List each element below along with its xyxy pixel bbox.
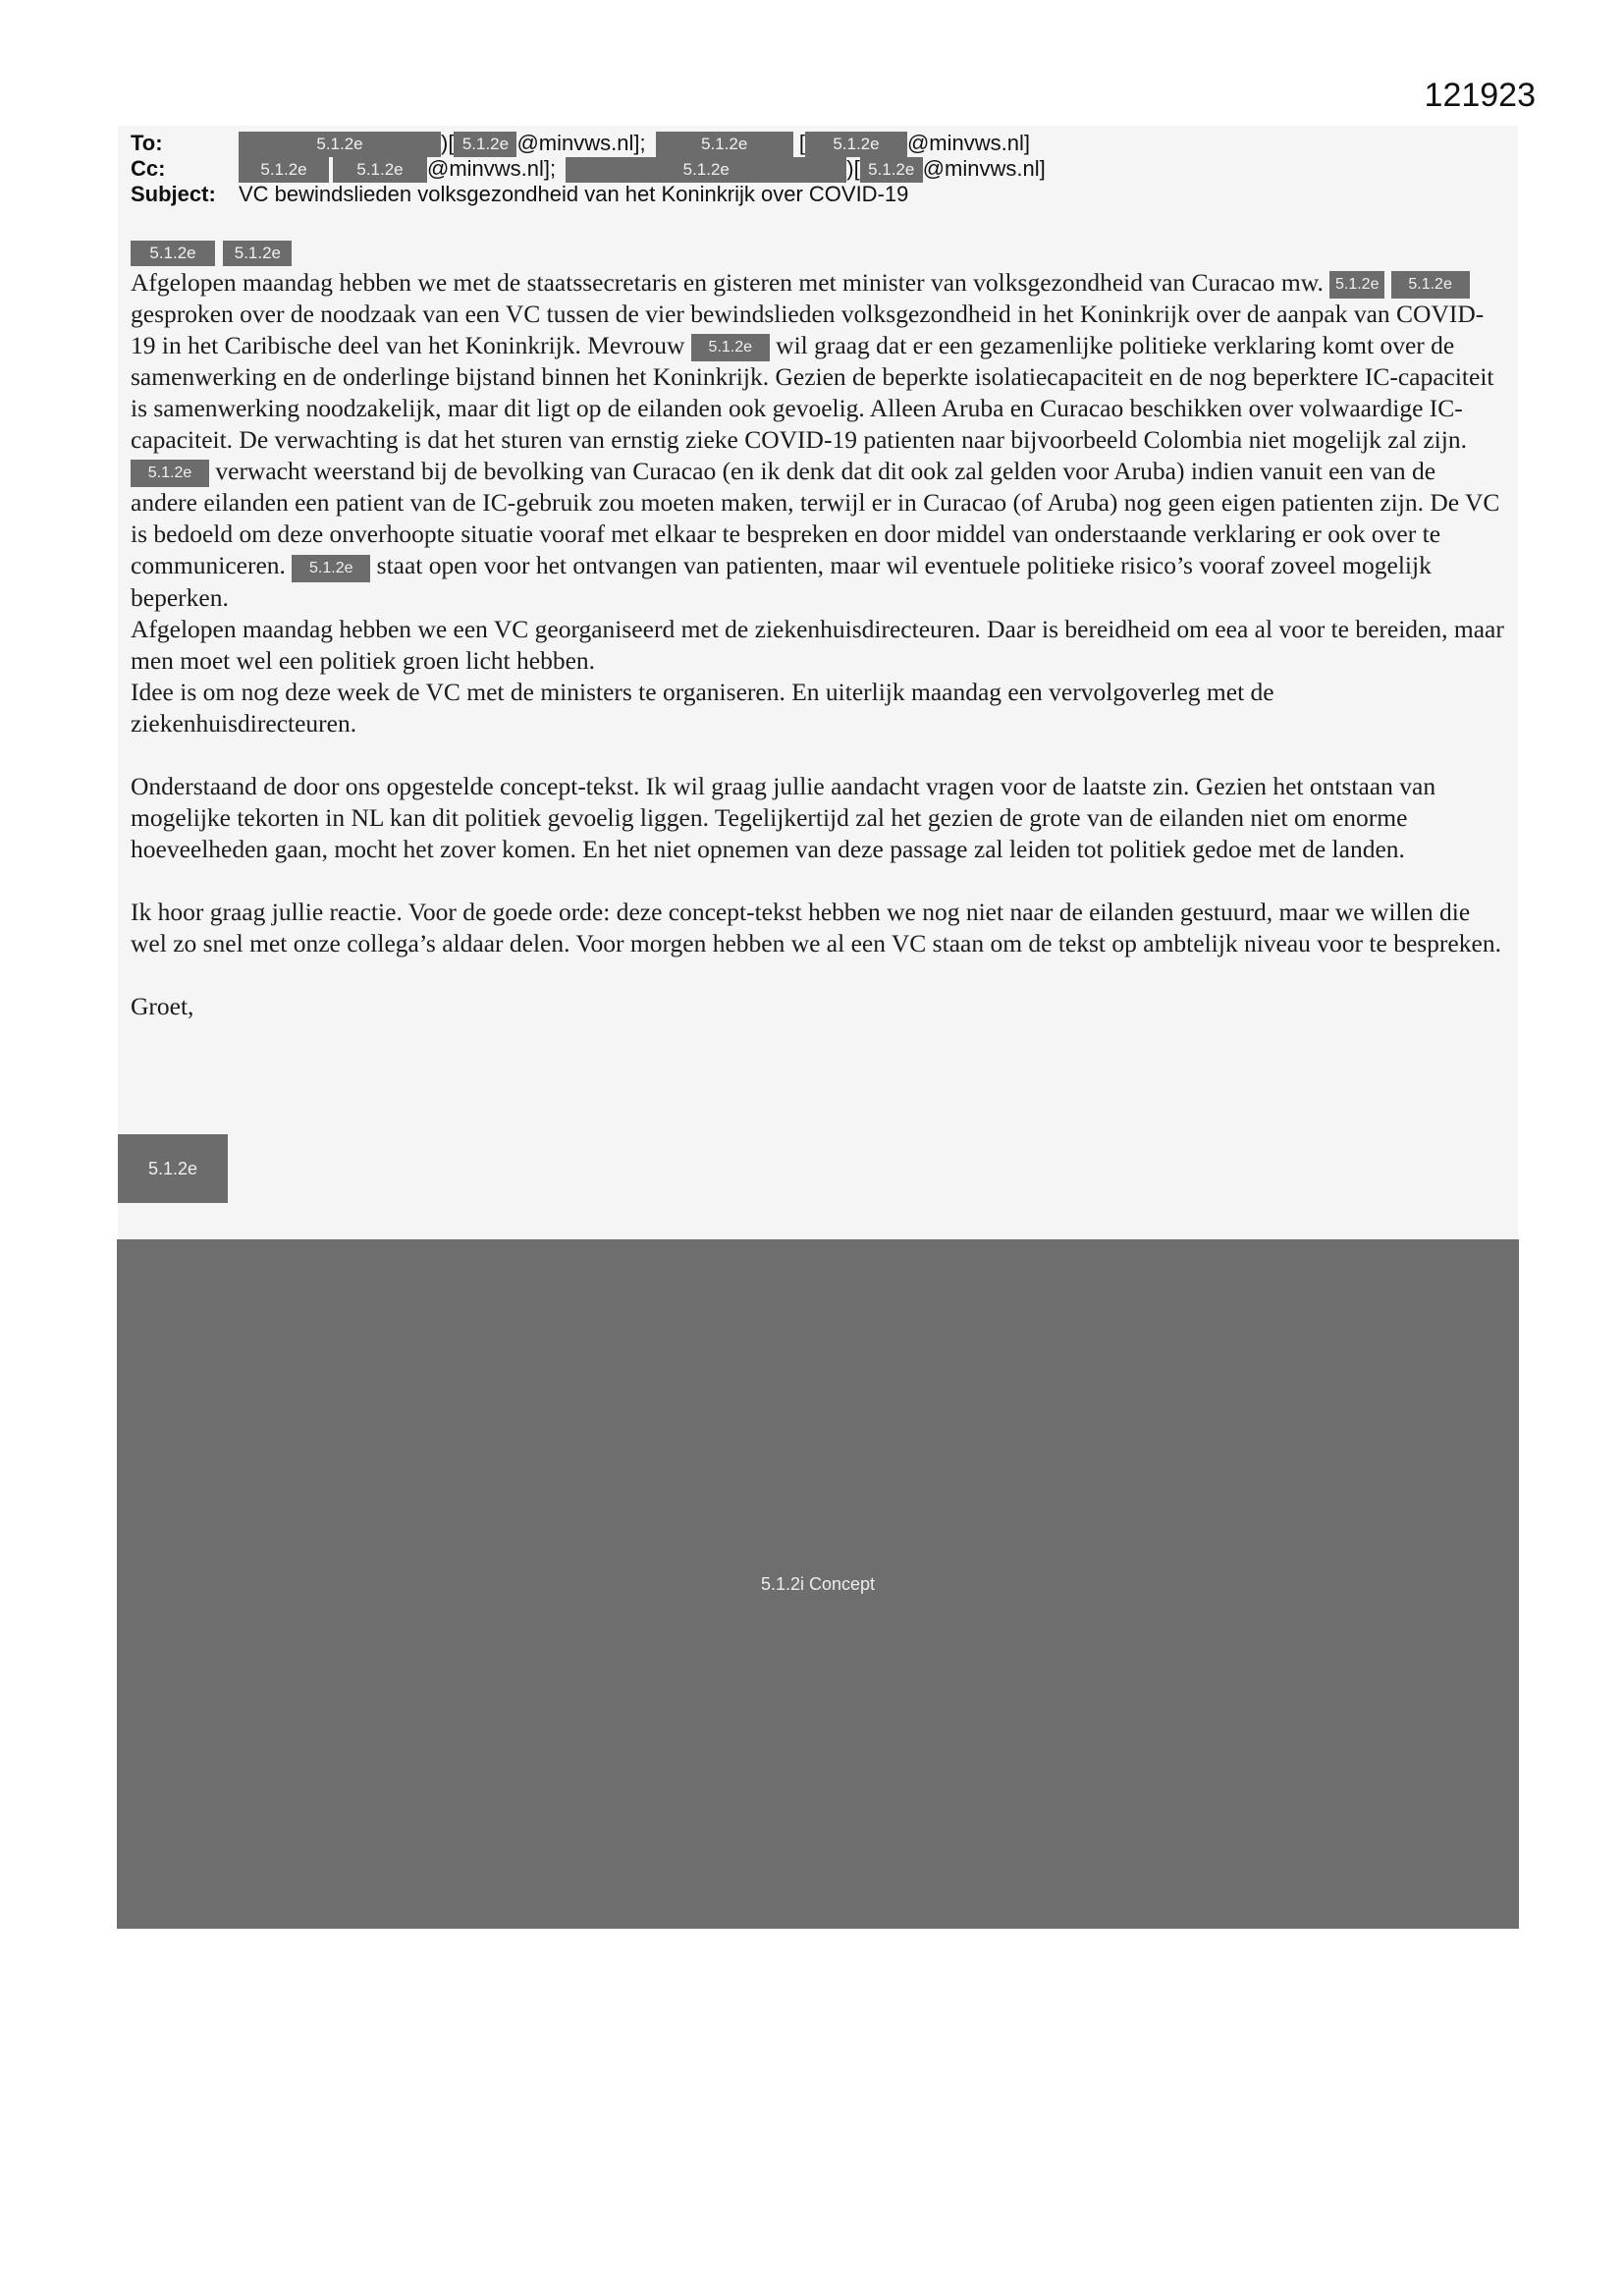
redaction: 5.1.2e xyxy=(292,555,370,582)
concept-label: 5.1.2i Concept xyxy=(760,1573,876,1594)
document-number: 121923 xyxy=(1424,77,1536,114)
redaction: 5.1.2e xyxy=(1391,271,1470,299)
redaction: 5.1.2e xyxy=(1329,271,1384,299)
concept-redaction-block xyxy=(117,1239,1519,1929)
redaction: 5.1.2e xyxy=(131,460,209,487)
to-row: To: 5.1.2e )[ 5.1.2e @minvws.nl]; 5.1.2e [ 5.1.2e @minvws.nl] xyxy=(131,131,1505,156)
paragraph-5: Ik hoor graag jullie reactie. Voor de goede orde: deze concept-tekst hebben we nog niet naar de eilanden gestuurd, maar we willen die wel zo snel met onze collega’s aldaar delen. Voor morgen hebben we al een VC staan om de tekst op ambtelijk niveau voor te bespreken. xyxy=(131,897,1501,957)
subject-label: Subject: xyxy=(131,182,216,206)
closing: Groet, xyxy=(131,991,194,1020)
paragraph-4: Onderstaand de door ons opgestelde concept-tekst. Ik wil graag jullie aandacht vragen voor de laatste zin. Gezien het ontstaan van mogelijke tekorten in NL kan dit politiek gevoelig liggen. Tegelijkertijd zal het gezien de grote van de eilanden niet om enorme hoeveelheden gaan, mocht het zover komen. En het niet opnemen van deze passage zal leiden tot politiek gedoe met de landen. xyxy=(131,771,1436,863)
paragraph-1: Afgelopen maandag hebben we met de staatssecretaris en gisteren met minister van volksgezondheid van Curacao mw. 5.1.2e 5.1.2egesproken over de noodzaak van een VC tussen de vier bewindslieden volksgezondheid in het Koninkrijk over de aanpak van COVID-19 in het Caribische deel van het Koninkrijk. Mevrouw 5.1.2e wil graag dat er een gezamenlijke politieke verklaring komt over de samenwerking en de onderlinge bijstand binnen het Koninkrijk. Gezien de beperkte isolatiecapaciteit en de nog beperktere IC-capaciteit is samenwerking noodzakelijk, maar dit ligt op de eilanden ook gevoelig. Alleen Aruba en Curacao beschikken over volwaardige IC-capaciteit. De verwachting is dat het sturen van ernstig zieke COVID-19 patienten naar bijvoorbeeld Colombia niet mogelijk zal zijn. 5.1.2e verwacht weerstand bij de bevolking van Curacao (en ik denk dat dit ook zal gelden voor Aruba) indien vanuit een van de andere eilanden een patient van de IC-gebruik zou moeten maken, terwijl er in Curacao (of Aruba) nog geen eigen patienten zijn. De VC is bedoeld om deze onverhoopte situatie vooraf met elkaar te bespreken en door middel van onderstaande verklaring er ook over te communiceren. 5.1.2e staat open voor het ontvangen van patienten, maar wil eventuele politieke risico’s vooraf zoveel mogelijk beperken. xyxy=(131,268,1500,612)
redaction: 5.1.2e xyxy=(691,334,770,361)
redaction: 5.1.2e xyxy=(566,157,846,183)
redaction: 5.1.2e xyxy=(131,241,215,266)
redaction: 5.1.2e xyxy=(656,132,793,157)
email-body xyxy=(131,236,1505,1022)
redaction: 5.1.2e xyxy=(333,157,427,183)
signature-redaction: 5.1.2e xyxy=(118,1134,228,1203)
paragraph-3: Idee is om nog deze week de VC met de ministers te organiseren. En uiterlijk maandag een vervolgoverleg met de ziekenhuisdirecteuren. xyxy=(131,677,1274,738)
redaction: 5.1.2e xyxy=(239,132,441,157)
to-label: To: xyxy=(131,131,163,155)
subject-row xyxy=(131,182,1505,207)
cc-row: Cc: 5.1.2e 5.1.2e @minvws.nl]; 5.1.2e )[ 5.1.2e @minvws.nl] xyxy=(131,156,1505,182)
cc-label: Cc: xyxy=(131,156,166,181)
redaction: 5.1.2e xyxy=(860,157,923,183)
salutation-redaction xyxy=(131,236,1505,267)
redaction: 5.1.2e xyxy=(454,132,516,157)
redaction: 5.1.2e xyxy=(223,241,292,266)
redaction: 5.1.2e xyxy=(239,157,329,183)
redaction: 5.1.2e xyxy=(805,132,907,157)
subject-text: VC bewindslieden volksgezondheid van het Koninkrijk over COVID-19 xyxy=(239,182,909,206)
paragraph-2: Afgelopen maandag hebben we een VC georganiseerd met de ziekenhuisdirecteuren. Daar is bereidheid om eea al voor te bereiden, maar men moet wel een politiek groen licht hebben. xyxy=(131,614,1504,675)
email-header xyxy=(131,131,1505,207)
